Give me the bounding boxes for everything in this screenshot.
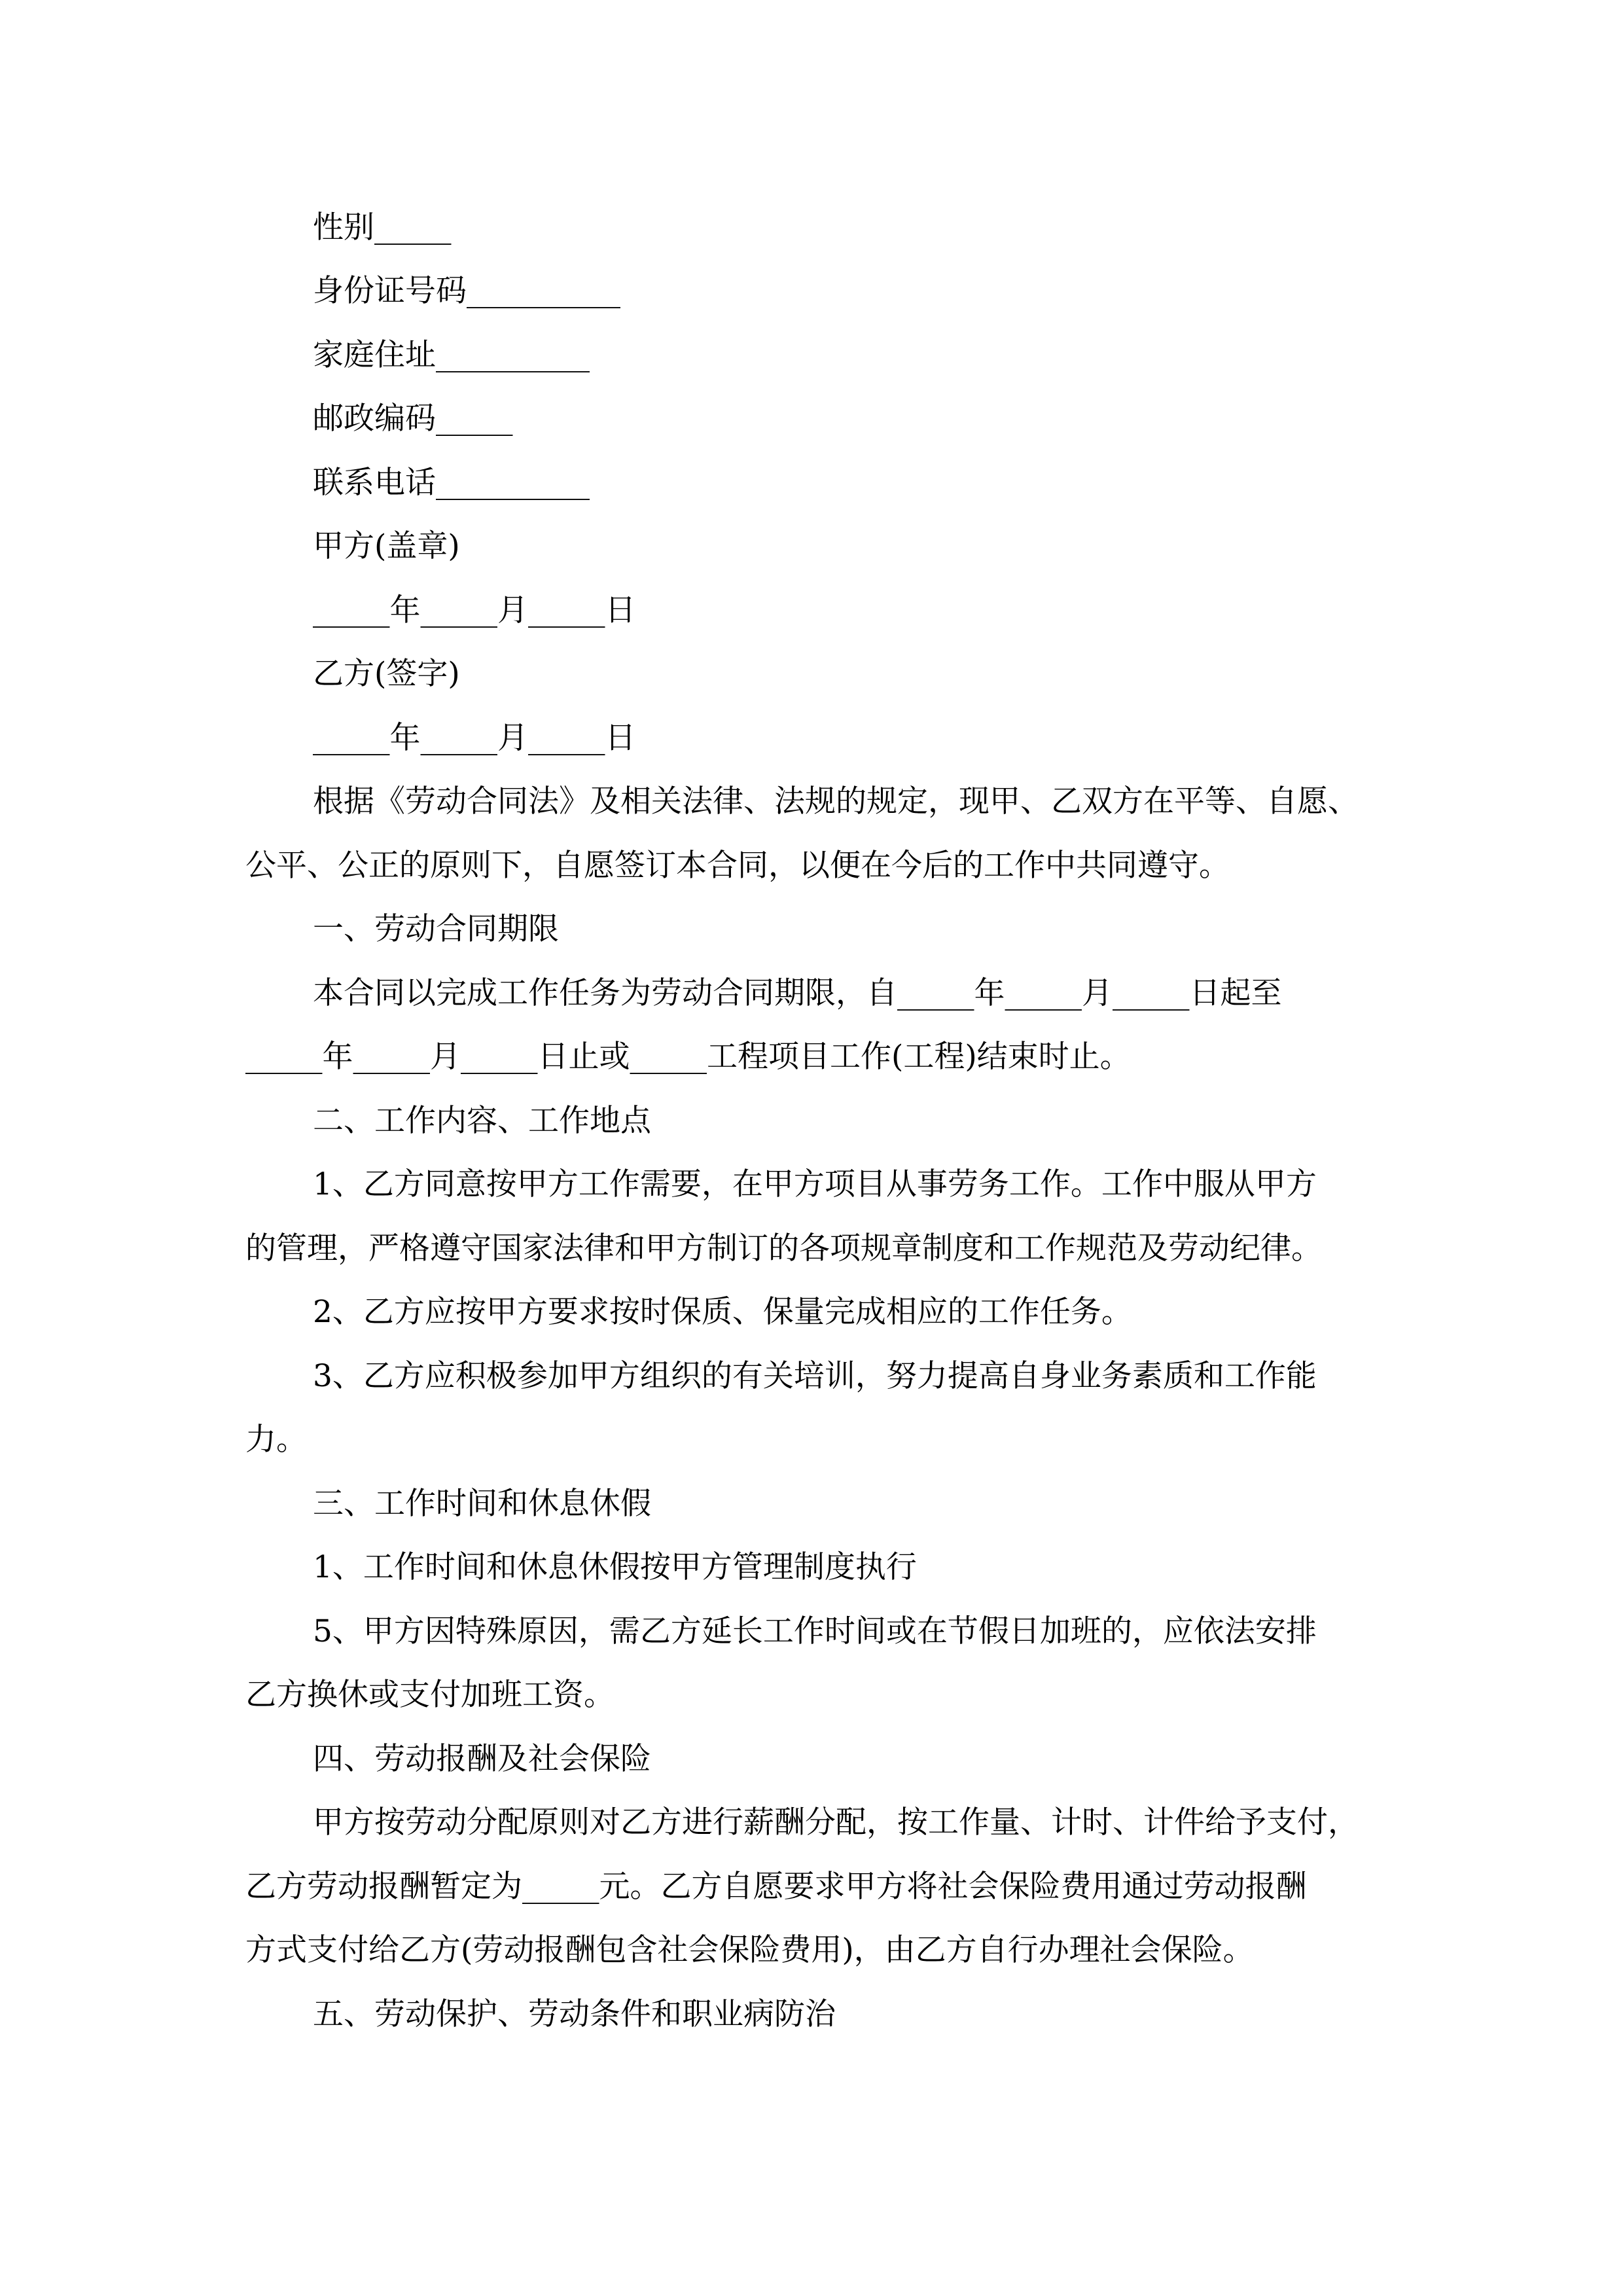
section-1-line-1: 本合同以完成工作任务为劳动合同期限，自_____年_____月_____日起至	[313, 975, 1282, 1011]
section-2-item-3-line-2: 力。	[245, 1422, 307, 1458]
field-postal-code: 邮政编码_____	[313, 401, 513, 437]
section-heading-1: 一、劳动合同期限	[313, 911, 559, 947]
section-3-item-5-line-1: 5、甲方因特殊原因，需乙方延长工作时间或在节假日加班的，应依法安排	[313, 1613, 1317, 1649]
section-heading-3: 三、工作时间和休息休假	[313, 1486, 651, 1522]
section-2-item-3-line-1: 3、乙方应积极参加甲方组织的有关培训，努力提高自身业务素质和工作能	[313, 1358, 1317, 1394]
section-3-item-1: 1、工作时间和休息休假按甲方管理制度执行	[313, 1549, 917, 1585]
field-home-address: 家庭住址__________	[313, 337, 590, 373]
field-phone: 联系电话__________	[313, 465, 590, 501]
section-2-item-1-line-1: 1、乙方同意按甲方工作需要，在甲方项目从事劳务工作。工作中服从甲方	[313, 1166, 1317, 1202]
section-4-line-1: 甲方按劳动分配原则对乙方进行薪酬分配，按工作量、计时、计件给予支付，	[313, 1804, 1359, 1840]
preamble-line-1: 根据《劳动合同法》及相关法律、法规的规定，现甲、乙双方在平等、自愿、	[313, 783, 1359, 819]
section-heading-4: 四、劳动报酬及社会保险	[313, 1741, 651, 1777]
section-2-item-1-line-2: 的管理，严格遵守国家法律和甲方制订的各项规章制度和工作规范及劳动纪律。	[245, 1230, 1322, 1266]
section-heading-2: 二、工作内容、工作地点	[313, 1103, 651, 1139]
section-heading-5: 五、劳动保护、劳动条件和职业病防治	[313, 1996, 836, 2032]
section-4-line-2: 乙方劳动报酬暂定为_____元。乙方自愿要求甲方将社会保险费用通过劳动报酬	[245, 1869, 1307, 1905]
preamble-line-2: 公平、公正的原则下，自愿签订本合同，以便在今后的工作中共同遵守。	[245, 848, 1230, 884]
party-b-date: _____年_____月_____日	[313, 720, 636, 756]
field-id-number: 身份证号码__________	[313, 273, 620, 309]
section-4-line-3: 方式支付给乙方(劳动报酬包含社会保险费用)，由乙方自行办理社会保险。	[245, 1932, 1254, 1968]
field-gender: 性别_____	[313, 209, 452, 245]
party-a-date: _____年_____月_____日	[313, 592, 636, 628]
section-2-item-2: 2、乙方应按甲方要求按时保质、保量完成相应的工作任务。	[313, 1294, 1132, 1330]
section-3-item-5-line-2: 乙方换休或支付加班工资。	[245, 1677, 615, 1713]
party-b-signature: 乙方(签字)	[313, 656, 460, 692]
section-1-line-2: _____年_____月_____日止或_____工程项目工作(工程)结束时止。	[245, 1039, 1131, 1075]
party-a-seal: 甲方(盖章)	[313, 528, 460, 564]
